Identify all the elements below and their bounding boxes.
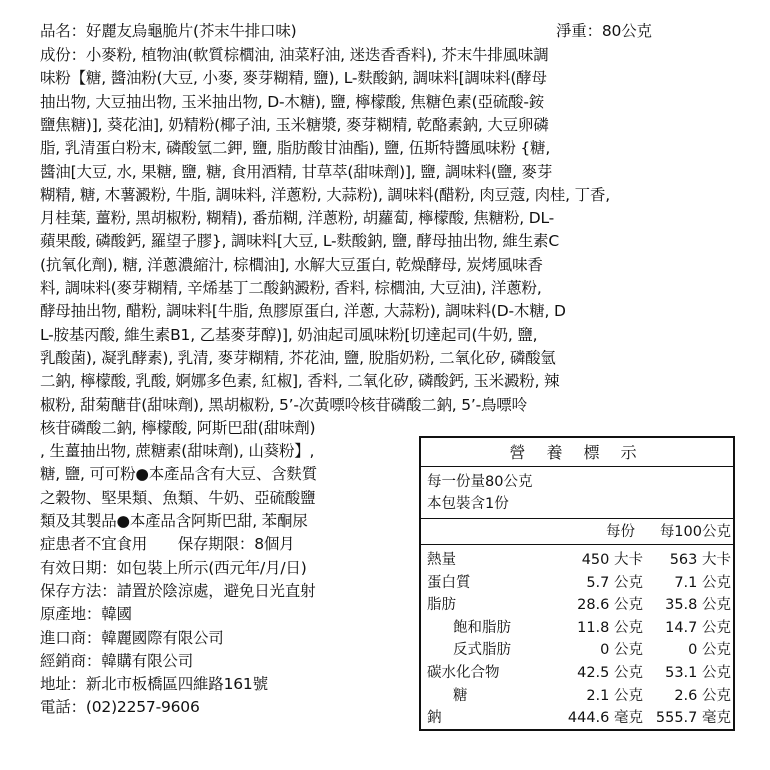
value-per-serving: 42.5 公克 [577,665,643,681]
ingredients-line: (抗氧化劑), 糖, 洋蔥濃縮汁, 棕櫚油], 水解大豆蛋白, 乾燥酵母, 炭烤風味香 [40,255,543,274]
ingredients-line: 脂, 乳清蛋白粉末, 磷酸氫二鉀, 鹽, 脂肪酸甘油酯), 鹽, 伍斯特醬風味粉 {糖, [40,139,551,158]
nutrient-name: 糖 [453,687,468,704]
value-per-100g: 2.6 公克 [674,687,731,704]
value-per-serving: 2.1 公克 [586,687,643,704]
ingredients-line: 有效日期：如包裝上所示(西元年/月/日) [40,558,307,577]
serving-size: 每一份量80公克 [427,474,533,490]
divider [421,544,733,545]
value-per-100g: 7.1 公克 [674,574,731,591]
ingredients-line: 醬油[大豆, 水, 果糖, 鹽, 糖, 食用酒精, 甘草萃(甜味劑)], 鹽, 調味料(鹽, 麥芽 [40,162,553,181]
ingredients-line: 症患者不宜食用 保存期限：8個月 [40,535,295,554]
value-per-100g: 35.8 公克 [665,597,731,614]
value-per-100g: 0 公克 [688,642,731,659]
ingredients-line: 鹽焦糖)], 葵花油], 奶精粉(椰子油, 玉米糖漿, 麥芽糊精, 乾酪素鈉, 大豆卵磷 [40,115,549,134]
servings-per-pack: 本包裝含1份 [427,496,509,512]
nutrient-name: 飽和脂肪 [453,619,511,636]
ingredients-line: 糖, 鹽, 可可粉●本產品含有大豆、含麩質 [40,465,318,484]
value-per-serving: 11.8 公克 [577,619,643,636]
value-per-100g: 563 大卡 [669,552,731,568]
nutrient-name: 蛋白質 [427,574,471,591]
ingredients-line: 糊精, 糖, 木薯澱粉, 牛脂, 調味料, 洋蔥粉, 大蒜粉), 調味料(醋粉, 肉豆蔻, 肉桂, 丁香, [40,185,610,204]
column-header-per-serving: 每份 [606,524,635,540]
ingredients-line: 地址：新北市板橋區四維路161號 [40,675,268,694]
value-per-serving: 450 大卡 [581,552,643,568]
ingredients-line: 抽出物, 大豆抽出物, 玉米抽出物, D-木糖), 鹽, 檸檬酸, 焦糖色素(亞硫酸-銨 [40,92,545,111]
value-per-serving: 28.6 公克 [577,597,643,614]
value-per-serving: 444.6 毫克 [567,710,643,727]
nutrition-row [421,640,733,660]
ingredients-line: 蘋果酸, 磷酸鈣, 羅望子膠}, 調味料[大豆, L-麩酸鈉, 鹽, 酵母抽出物, 維生素C [40,232,559,251]
ingredients-line: 乳酸菌), 凝乳酵素), 乳清, 麥芽糊精, 芥花油, 鹽, 脫脂奶粉, 二氧化矽, 磷酸氫 [40,348,556,367]
nutrient-name: 熱量 [427,552,456,568]
ingredients-line: 經銷商：韓購有限公司 [40,651,194,670]
nutrient-name: 脂肪 [427,597,456,614]
value-per-serving: 0 公克 [600,642,643,659]
ingredients-line: 核苷磷酸二鈉, 檸檬酸, 阿斯巴甜(甜味劑) [40,418,316,437]
product-name: 品名：好麗友烏龜脆片(芥末牛排口味) [40,22,297,40]
nutrient-name: 鈉 [427,710,442,727]
nutrition-row [421,708,733,728]
nutrition-row [421,573,733,593]
nutrition-row [421,595,733,615]
ingredients-line: 保存方法：請置於陰涼處，避免日光直射 [40,581,316,600]
net-weight: 淨重：80公克 [556,22,652,40]
nutrient-name: 碳水化合物 [427,665,500,681]
product-name-line [40,20,652,42]
nutrition-row [421,663,733,683]
ingredients-line: , 生薑抽出物, 蔗糖素(甜味劑), 山葵粉】, [40,442,315,461]
value-per-serving: 5.7 公克 [586,574,643,591]
ingredients-line: 料, 調味料(麥芽糊精, 辛烯基丁二酸鈉澱粉, 香料, 棕櫚油, 大豆油), 洋蔥粉, [40,279,542,297]
nutrient-name: 反式脂肪 [453,642,511,659]
ingredients-line: 酵母抽出物, 醋粉, 調味料[牛脂, 魚膠原蛋白, 洋蔥, 大蒜粉), 調味料(D-木糖, D [40,302,566,321]
ingredients-line: 味粉【糖, 醬油粉(大豆, 小麥, 麥芽糊精, 鹽), L-麩酸鈉, 調味料[調味料(酵母 [40,69,547,88]
nutrition-row [421,618,733,638]
divider [421,518,733,519]
nutrition-row [421,686,733,706]
value-per-100g: 555.7 毫克 [655,710,731,727]
ingredients-line: 電話：(02)2257-9606 [40,698,200,717]
value-per-100g: 14.7 公克 [665,619,731,636]
nutrition-facts-table [419,436,735,731]
ingredients-line: 之穀物、堅果類、魚類、牛奶、亞硫酸鹽 [40,488,316,507]
column-header-per-100g: 每100公克 [659,524,731,540]
ingredients-line: 進口商：韓麗國際有限公司 [40,628,224,647]
ingredients-line: 類及其製品●本產品含阿斯巴甜, 苯酮尿 [40,512,308,530]
ingredients-line: 椒粉, 甜菊醣苷(甜味劑), 黑胡椒粉, 5’-次黃嘌呤核苷磷酸二鈉, 5’-鳥嘌呤 [40,395,527,414]
ingredients-line: L-胺基丙酸, 維生素B1, 乙基麥芽醇)], 奶油起司風味粉[切達起司(牛奶, 鹽, [40,325,538,344]
ingredients-line: 原產地：韓國 [40,605,132,624]
value-per-100g: 53.1 公克 [665,665,731,681]
nutrition-row [421,550,733,570]
ingredients-line: 二鈉, 檸檬酸, 乳酸, 婀娜多色素, 紅椒], 香料, 二氧化矽, 磷酸鈣, 玉米澱粉, 辣 [40,372,560,391]
ingredients-line: 月桂葉, 薑粉, 黑胡椒粉, 糊精), 番茄糊, 洋蔥粉, 胡蘿蔔, 檸檬酸, 焦糖粉, DL- [40,209,555,228]
ingredients-line: 成份：小麥粉, 植物油(軟質棕櫚油, 油菜籽油, 迷迭香香料), 芥末牛排風味調 [40,46,549,64]
nutrition-title: 營 養 標 示 [421,440,733,467]
